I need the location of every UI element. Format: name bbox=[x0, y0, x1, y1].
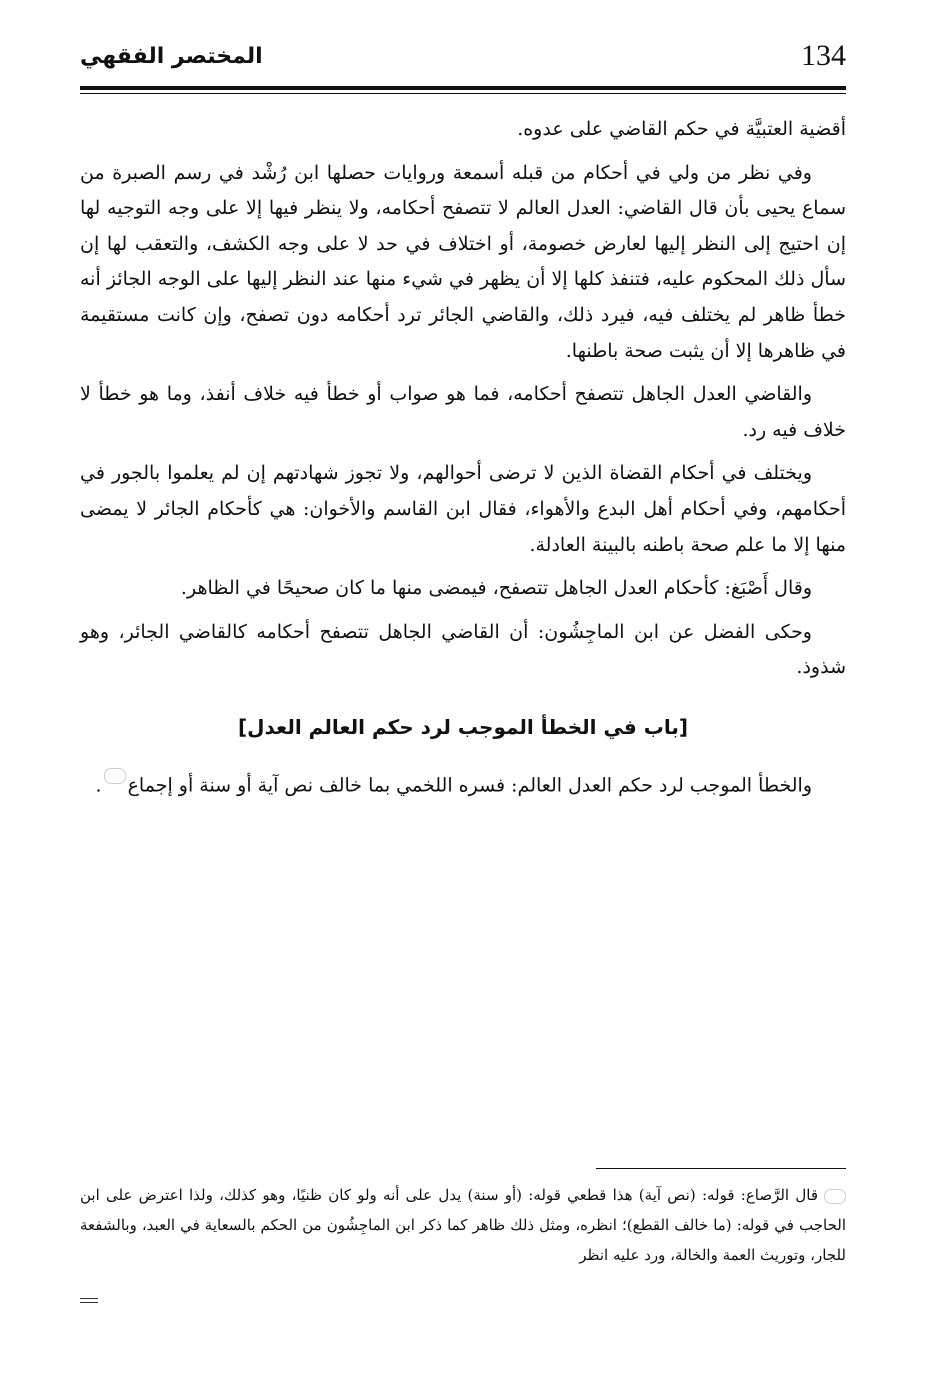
chapter-heading: [باب في الخطأ الموجب لرد حكم العالم العدل] bbox=[238, 714, 688, 739]
continuation-mark bbox=[80, 1298, 98, 1299]
footnote-separator bbox=[596, 1168, 846, 1169]
paragraph-7-end: . bbox=[95, 773, 102, 796]
footnote-number-marker bbox=[824, 1189, 846, 1204]
paragraph-7-text: والخطأ الموجب لرد حكم العدل العالم: فسره اللخمي بما خالف نص آية أو سنة أو إجماع bbox=[127, 773, 812, 796]
paragraph-6: وحكى الفضل عن ابن الماجِشُون: أن القاضي الجاهل تتصفح أحكامه كالقاضي الجائر، وهو شذوذ. bbox=[80, 620, 846, 679]
footnote-reference-marker[interactable] bbox=[104, 768, 126, 784]
footnote-1 bbox=[80, 1180, 846, 1270]
footnotes bbox=[80, 1180, 846, 1270]
continuation-mark-lower bbox=[80, 1302, 98, 1303]
paragraph-2: وفي نظر من ولي في أحكام من قبله أسمعة وروايات حصلها ابن رُشْد في رسم الصبرة من سماع يحيى بأن قال القاضي: العدل العالم لا تتصفح أحكامه، ولا ينظر فيها إلا على وجه التوجيه لها إن احتيج إلى النظر إليها لعارض خصومة، أو اختلاف في حد لا على وجه الكشف، والتعقب لها إن سأل ذلك المحكوم عليه، فتنفذ كلها إلا أن يظهر في شيء منها عند النظر إليها على الوجه الجائز أنه خطأ ظاهر لم يختلف فيه، فيرد ذلك، والقاضي الجائر ترد أحكامه دون تصفح، وإن كانت مستقيمة في ظاهرها إلا أن يثبت صحة باطنها. bbox=[80, 161, 846, 362]
footnote-1-text: قال الرَّصاع: قوله: (نص آية) هذا قطعي قوله: (أو سنة) يدل على أنه ولو كان ظنيًا، وهو كذلك، ولذا اعترض على ابن الحاجب في قوله: (ما خالف القطع)؛ انظره، ومثل ذلك ظاهر كما ذكر ابن الماجِشُون من الحكم بالسعاية في العبد، وبالشفعة للجار، وتوريث العمة والخالة، ورد عليه انظر bbox=[80, 1186, 846, 1264]
paragraph-7 bbox=[80, 768, 846, 804]
page-number: 134 bbox=[801, 39, 846, 72]
header-rule-thin bbox=[80, 93, 846, 94]
book-title: المختصر الفقهي bbox=[80, 44, 263, 69]
running-header bbox=[80, 34, 846, 84]
header-rule bbox=[80, 86, 846, 90]
paragraph-4: ويختلف في أحكام القضاة الذين لا ترضى أحوالهم، ولا تجوز شهادتهم إن لم يعلموا بالجور في أحكامهم، وفي أحكام أهل البدع والأهواء، فقال ابن القاسم والأخوان: هي كأحكام الجائر لا يمضى منها إلا ما علم صحة باطنه بالبينة العادلة. bbox=[80, 462, 846, 556]
paragraph-1: أقضية العتبيَّة في حكم القاضي على عدوه. bbox=[517, 118, 846, 140]
paragraph-3: والقاضي العدل الجاهل تتصفح أحكامه، فما هو صواب أو خطأ فيه خلاف أنفذ، وما هو خطأ لا خلاف فيه رد. bbox=[80, 383, 846, 441]
main-text bbox=[80, 112, 846, 811]
paragraph-5: وقال أَصْبَغ: كأحكام العدل الجاهل تتصفح، فيمضى منها ما كان صحيحًا في الظاهر. bbox=[180, 577, 812, 600]
